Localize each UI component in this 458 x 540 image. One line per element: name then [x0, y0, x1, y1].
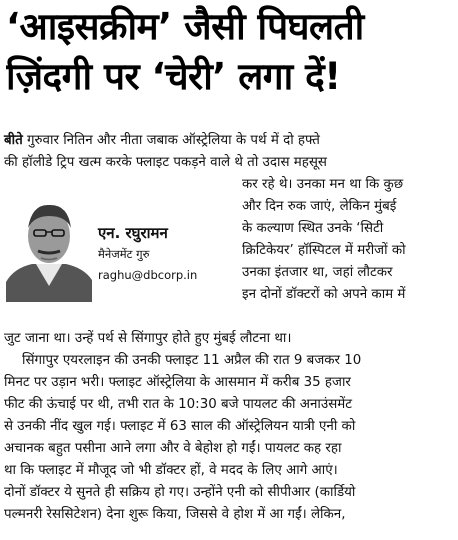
wrapped-text-column: [242, 174, 454, 306]
headline-line-2: ज़िंदगी पर ‘चेरी’ लगा दें!: [6, 55, 341, 98]
lead-line-1: [4, 130, 454, 152]
article-body: [4, 328, 454, 526]
wrap-line: उनका इंतजार था, जहां लौटकर: [242, 265, 393, 280]
wrap-line: क्रिटिकेयर’ हॉस्पिटल में मरीजों को: [242, 243, 406, 258]
body-line: पल्मनरी रेससिटेशन) देना शुरू किया, जिससे वे होश में आ गईं। लेकिन,: [4, 507, 346, 522]
headline-line-1: ‘आइसक्रीम’ जैसी पिघलती: [6, 5, 364, 48]
body-line: था कि फ्लाइट में मौजूद जो भी डॉक्टर हों, वे मदद के लिए आगे आएं।: [4, 463, 338, 478]
body-line: मिनट पर उड़ान भरी। फ्लाइट ऑस्ट्रेलिया के आसमान में करीब 35 हजार: [4, 375, 351, 390]
lead-line-2: की हॉलीडे ट्रिप खत्म करके फ्लाइट पकड़ने वाले थे तो उदास महसूस: [4, 155, 327, 170]
body-line: से उनकी नींद खुल गई। फ्लाइट में 63 साल की ऑस्ट्रेलियन यात्री एनी को: [4, 419, 356, 434]
byline-box: [6, 196, 232, 304]
wrap-line: इन दोनों डॉक्टरों को अपने काम में: [242, 287, 406, 302]
author-role: मैनेजमेंट गुरु: [98, 247, 150, 261]
author-name: एन. रघुरामन: [98, 224, 168, 242]
portrait-drawing: [6, 196, 92, 302]
body-line: अचानक बहुत पसीना आने लगा और वे बेहोश हो गईं। पायलट कह रहा: [4, 441, 342, 456]
body-line: सिंगापुर एयरलाइन की उनकी फ्लाइट 11 अप्रैल की रात 9 बजकर 10: [22, 353, 362, 368]
body-line: फीट की ऊंचाई पर थी, तभी रात के 10:30 बजे पायलट की अनाउंसमेंट: [4, 397, 353, 412]
author-portrait-icon: [6, 196, 92, 302]
byline-text: [98, 222, 228, 286]
author-email: raghu@dbcorp.in: [98, 268, 198, 282]
wrap-line: कर रहे थे। उनका मन था कि कुछ: [242, 177, 404, 192]
body-line: जुट जाना था। उन्हें पर्थ से सिंगापुर होते हुए मुंबई लौटना था।: [4, 331, 292, 346]
lead-first-word: बीते: [4, 133, 23, 148]
body-line: दोनों डॉक्टर ये सुनते ही सक्रिय हो गए। उन्होंने एनी को सीपीआर (कार्डियो: [4, 485, 356, 500]
lead-paragraph: [4, 130, 454, 174]
wrap-line: और दिन रुक जाएं, लेकिन मुंबई: [242, 199, 397, 214]
lead-line-1-rest: गुरुवार नितिन और नीता जबाक ऑस्ट्रेलिया के पर्थ में दो हफ्ते: [22, 133, 320, 148]
wrap-line: के कल्याण स्थित उनके ‘सिटी: [242, 221, 384, 236]
headline: [6, 2, 452, 102]
